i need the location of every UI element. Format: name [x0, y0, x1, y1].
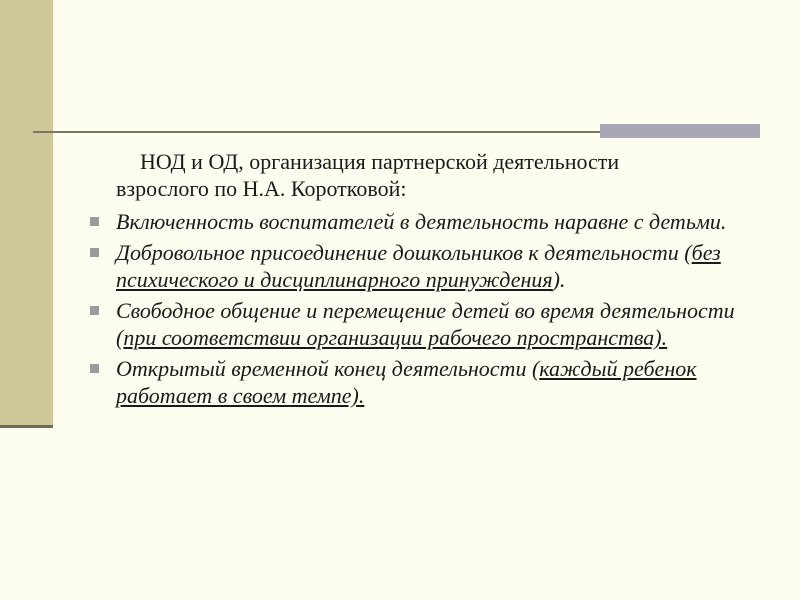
- heading-line-2: взрослого по Н.А. Коротковой:: [116, 176, 407, 201]
- point-text: Добровольное присоединение дошкольников к деятельности (: [116, 240, 692, 265]
- slide-content: [90, 148, 750, 413]
- left-decor-bar: [0, 0, 53, 425]
- title-rule-block: [600, 124, 760, 138]
- point-text: Открытый временной конец деятельности (: [116, 356, 540, 381]
- point-text: Свободное общение и перемещение детей во время деятельности (: [116, 298, 735, 350]
- left-decor-bar-edge: [0, 425, 53, 428]
- title-rule-line: [33, 131, 600, 133]
- list-item: [90, 355, 750, 409]
- heading-line-1: НОД и ОД, организация партнерской деятельности: [140, 149, 620, 174]
- list-item: [90, 297, 750, 351]
- list-item: [90, 208, 750, 235]
- point-text: Включенность воспитателей в деятельность наравне с детьми.: [116, 209, 727, 234]
- bullet-list: [90, 208, 750, 409]
- square-bullet-icon: [90, 217, 99, 226]
- square-bullet-icon: [90, 306, 99, 315]
- list-item: [90, 239, 750, 293]
- point-text-end: ).: [552, 267, 566, 292]
- square-bullet-icon: [90, 248, 99, 257]
- square-bullet-icon: [90, 364, 99, 373]
- point-underlined-text: без психического и дисциплинарного принуждения: [116, 240, 721, 292]
- slide-heading: [116, 148, 750, 202]
- point-underlined-text: при соответствии организации рабочего пространства).: [123, 325, 668, 350]
- point-underlined-text: каждый ребенок работает в своем темпе).: [116, 356, 697, 408]
